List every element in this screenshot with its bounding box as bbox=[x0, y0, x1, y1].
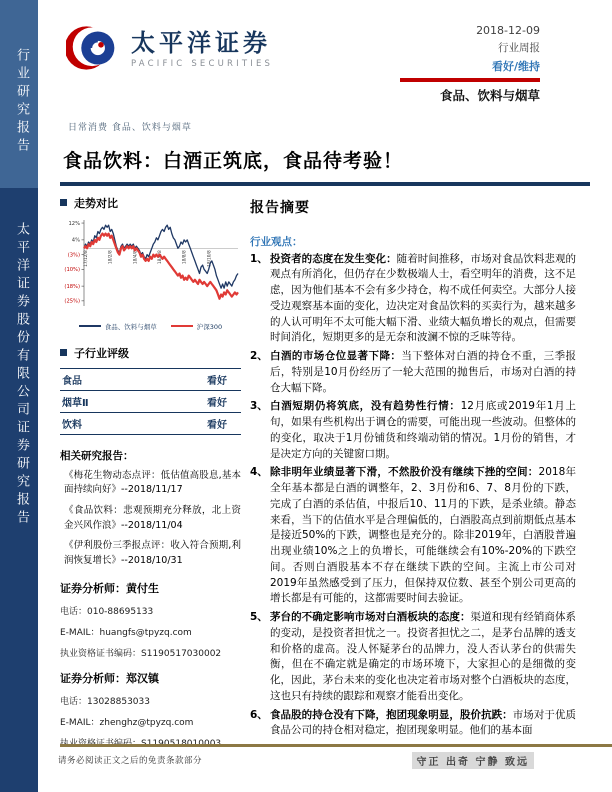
title-rule bbox=[60, 182, 590, 186]
trend-comparison-chart bbox=[60, 217, 241, 317]
summary-point bbox=[250, 252, 576, 347]
point-lead: 投资者的态度在发生变化： bbox=[270, 252, 397, 265]
svg-text:(10%): (10%) bbox=[64, 266, 80, 273]
subindustry-rating-table bbox=[60, 368, 241, 435]
subindustry-name: 食品 bbox=[62, 375, 82, 387]
subindustry-rating: 看好 bbox=[207, 375, 227, 387]
square-bullet-icon bbox=[60, 199, 67, 206]
summary-point bbox=[250, 465, 576, 607]
table-row bbox=[60, 369, 241, 391]
point-number: 6、 bbox=[250, 708, 268, 721]
pacific-securities-logo-icon bbox=[66, 20, 122, 80]
svg-text:18/10/8: 18/10/8 bbox=[207, 249, 213, 267]
rating-section-head bbox=[60, 345, 241, 361]
svg-text:4%: 4% bbox=[71, 237, 80, 244]
svg-text:(3%): (3%) bbox=[67, 251, 80, 258]
trend-chart-wrap bbox=[60, 217, 241, 331]
brand-name-cn: 太平洋证券 bbox=[131, 29, 271, 57]
summary-point bbox=[250, 708, 576, 740]
legend-label-hs300: 沪深300 bbox=[196, 322, 223, 331]
sidebar-label-report-type: 行业研究报告 bbox=[14, 48, 29, 156]
point-text: 市场对于优质食品公司的持仓相对稳定，抱团现象明显。他们的基本面 bbox=[270, 708, 577, 737]
svg-text:(18%): (18%) bbox=[64, 283, 80, 290]
rating-underline bbox=[400, 78, 540, 82]
related-report-item: 《伊利股份三季报点评：收入符合预期,利润恢复增长》--2018/10/31 bbox=[64, 540, 241, 567]
rating-section-title: 子行业评级 bbox=[74, 346, 129, 360]
point-lead: 茅台的不确定影响市场对白酒板块的态度： bbox=[270, 611, 471, 623]
brand-logo bbox=[66, 20, 273, 80]
analyst-email: E-MAIL：zhenghz@tpyzq.com bbox=[60, 717, 194, 728]
point-number: 1、 bbox=[250, 252, 268, 265]
summary-column bbox=[250, 195, 590, 749]
point-text: 2018年全年基本都是白酒的调整年，2、3月份和6、7、8月份的下跌，完成了白酒的杀估值，中报后10、11月的下跌，是杀业绩。静态来看，当下的估值水平是合理偏低的，白酒股高点到前期低点基本是接近50%的下跌，调整也是充分的。除非2019年，白酒股普遍出现业绩10%之上的负增长，可能继续会有10%-20%的下跌空间。否则白酒股基本不存在继续下跌的空间。主流上市公司对2019年虽然感受到了压力，但保持双位数、甚至个别公司更高的增长都是有可能的，这都需要时间去验证。 bbox=[270, 466, 576, 605]
brand-name-en: PACIFIC SECURITIES bbox=[131, 59, 274, 69]
summary-point bbox=[250, 610, 576, 705]
trend-section-head bbox=[60, 195, 241, 211]
report-type: 行业周报 bbox=[498, 42, 540, 54]
related-reports-title: 相关研究报告： bbox=[60, 449, 134, 462]
header bbox=[60, 0, 590, 104]
industry-line-swatch bbox=[79, 325, 101, 327]
table-row bbox=[60, 413, 241, 435]
sidebar bbox=[0, 0, 38, 792]
analyst-license bbox=[60, 736, 241, 749]
svg-text:18/2/8: 18/2/8 bbox=[108, 249, 114, 264]
summary-point bbox=[250, 349, 576, 396]
industry-rating: 看好/维持 bbox=[491, 60, 540, 73]
footer-motto: 守正 出奇 宁静 致远 bbox=[412, 752, 534, 769]
svg-text:18/6/8: 18/6/8 bbox=[158, 249, 163, 264]
subindustry-name: 饮料 bbox=[62, 419, 82, 431]
analyst-name: 证券分析师：黄付生 bbox=[60, 581, 159, 595]
point-text: 渠道和现有经销商体系的变动，是投资者担忧之一。投资者担忧之二，是茅台品牌的透支和价格的虚高。没人怀疑茅台的品牌力，没人否认茅台的供需失衡，但在不确定就是确定的市场环境下，大家担心的是细微的变化，因此，茅台未来的变化也决定着市场对整个白酒板块的态度，这也只有持续的跟踪和观察才能看出变化。 bbox=[270, 611, 577, 702]
sidebar-label-company: 太平洋证券股份有限公司证券研究报告 bbox=[14, 222, 29, 528]
point-lead: 白酒短期仍将筑底，没有趋势性行情： bbox=[270, 400, 461, 413]
related-report-item: 《食品饮料：悲观预期充分释放，北上资金兴风作浪》--2018/11/04 bbox=[64, 504, 241, 531]
point-number: 3、 bbox=[250, 400, 268, 413]
left-column bbox=[60, 195, 241, 749]
table-row bbox=[60, 391, 241, 413]
analyst-block bbox=[60, 670, 241, 749]
summary-title: 报告摘要 bbox=[250, 199, 310, 216]
svg-text:17/12/8: 17/12/8 bbox=[84, 249, 90, 267]
point-lead: 除非明年业绩显著下滑，不然股价没有继续下挫的空间： bbox=[270, 466, 539, 479]
point-number: 2、 bbox=[250, 350, 268, 362]
point-lead: 食品股的持仓没有下降，抱团现象明显，股价抗跌： bbox=[270, 708, 513, 721]
category-breadcrumb: 日常消费 食品、饮料与烟草 bbox=[68, 122, 192, 133]
summary-point bbox=[250, 399, 576, 462]
analyst-license: 执业资格证书编码：S1190517030002 bbox=[60, 648, 222, 659]
legend-item-industry bbox=[79, 322, 157, 331]
subindustry-rating: 看好 bbox=[207, 419, 227, 431]
legend-item-hs300 bbox=[171, 322, 222, 331]
point-number: 4、 bbox=[250, 466, 268, 479]
subindustry-name: 烟草Ⅱ bbox=[62, 397, 89, 409]
svg-text:18/4/8: 18/4/8 bbox=[133, 249, 139, 264]
point-number: 5、 bbox=[250, 611, 268, 623]
chart-legend bbox=[60, 322, 241, 331]
analyst-phone: 电话：13028853033 bbox=[60, 696, 150, 707]
report-meta bbox=[400, 24, 540, 104]
point-text: 当下整体对白酒的持仓不重，三季报后，特别是10月份经历了一轮大范围的抛售后，市场对白酒的持仓大幅下降。 bbox=[270, 350, 577, 394]
industry-name: 食品、饮料与烟草 bbox=[439, 87, 540, 103]
trend-section-title: 走势对比 bbox=[74, 196, 118, 210]
brand-names bbox=[131, 31, 273, 69]
analyst-phone: 电话：010-88695133 bbox=[60, 606, 154, 617]
subindustry-rating: 看好 bbox=[207, 397, 227, 409]
report-date: 2018-12-09 bbox=[476, 24, 540, 37]
svg-text:(25%): (25%) bbox=[64, 298, 80, 305]
legend-label-industry: 食品、饮料与烟草 bbox=[104, 322, 157, 331]
page-content bbox=[60, 0, 590, 749]
related-report-item: 《梅花生物动态点评：低估值高股息,基本面持续向好》--2018/11/17 bbox=[64, 469, 241, 496]
point-text: 12月底或2019年1月上旬，如果有些机构出于调仓的需要，可能出现一些波动。但整体的的变化，取决于1月份铺货和终端动销的情况。1月份的销售，才是决定方向的关键窗口期。 bbox=[270, 400, 577, 460]
footer-disclaimer: 请务必阅读正文之后的免责条款部分 bbox=[58, 756, 203, 766]
square-bullet-icon bbox=[60, 349, 67, 356]
analyst-name: 证券分析师：郑汉镇 bbox=[60, 671, 159, 685]
analyst-email: E-MAIL：huangfs@tpyzq.com bbox=[60, 627, 192, 638]
page-title: 食品饮料：白酒正筑底，食品待考验！ bbox=[63, 149, 404, 172]
svg-text:12%: 12% bbox=[68, 220, 80, 227]
hs300-line-swatch bbox=[171, 325, 193, 327]
industry-view-heading: 行业观点： bbox=[250, 235, 303, 248]
analyst-block bbox=[60, 580, 241, 659]
point-text: 随着时间推移，市场对食品饮料悲观的观点有所消化，但仍存在少数极端人士，看空明年的消费，这不足虑，因为他们基本不会有多少持仓，构不成任何卖空。大部分人接受边观察基本面的变化，边决定对食品饮料的买卖行为，越来越多的人认可明年不太可能大幅下滑、业绩大幅负增长的观点，但需要时间消化，短期更多的是无奈和波澜不惊的乏味等待。 bbox=[270, 252, 577, 344]
point-lead: 白酒的市场仓位显著下降： bbox=[270, 350, 402, 362]
footer-rule bbox=[60, 744, 612, 747]
svg-text:18/8/8: 18/8/8 bbox=[182, 249, 188, 264]
